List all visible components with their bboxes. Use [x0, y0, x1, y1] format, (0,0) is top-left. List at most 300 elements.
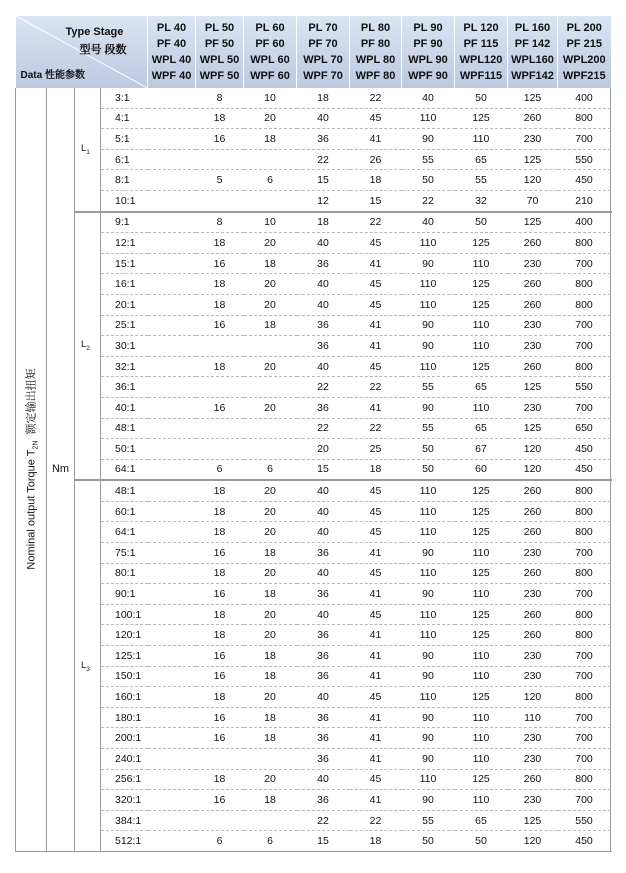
torque-value-cell	[196, 749, 244, 770]
torque-value-cell: 90	[402, 728, 455, 749]
ratio-cell: 150:1	[101, 666, 196, 687]
torque-value-cell: 15	[297, 459, 350, 480]
quantity-label-cell	[16, 88, 47, 851]
torque-value-cell: 18	[244, 584, 297, 605]
model-name: PL 60	[255, 22, 285, 34]
torque-value-cell: 700	[558, 129, 611, 150]
model-name: WPL 70	[303, 54, 343, 66]
torque-value-cell: 18	[244, 728, 297, 749]
ratio-cell: 90:1	[101, 584, 196, 605]
torque-value-cell: 700	[558, 253, 611, 274]
model-name: PF 70	[308, 38, 338, 50]
model-header-6	[455, 16, 508, 88]
torque-value-cell: 16	[196, 666, 244, 687]
torque-value-cell: 110	[455, 253, 508, 274]
torque-value-cell: 260	[508, 563, 558, 584]
torque-value-cell: 110	[455, 707, 508, 728]
torque-value-cell: 110	[455, 397, 508, 418]
torque-value-cell: 40	[297, 233, 350, 254]
table-row	[16, 212, 611, 233]
torque-value-cell: 45	[350, 356, 402, 377]
torque-value-cell: 90	[402, 749, 455, 770]
torque-value-cell: 800	[558, 108, 611, 129]
header-row	[16, 16, 611, 88]
torque-value-cell: 41	[350, 749, 402, 770]
torque-value-cell: 41	[350, 253, 402, 274]
torque-value-cell: 800	[558, 233, 611, 254]
torque-value-cell: 41	[350, 336, 402, 357]
torque-value-cell: 41	[350, 625, 402, 646]
table-row	[16, 625, 611, 646]
ratio-cell: 64:1	[101, 459, 196, 480]
torque-value-cell: 18	[196, 687, 244, 708]
torque-value-cell: 700	[558, 336, 611, 357]
torque-value-cell: 40	[402, 88, 455, 108]
torque-value-cell: 22	[297, 377, 350, 398]
ratio-cell: 32:1	[101, 356, 196, 377]
table-row	[16, 687, 611, 708]
torque-value-cell: 20	[297, 439, 350, 460]
torque-value-cell: 260	[508, 625, 558, 646]
torque-value-cell: 110	[455, 336, 508, 357]
torque-value-cell: 800	[558, 604, 611, 625]
torque-value-cell: 90	[402, 315, 455, 336]
model-name: WPF142	[511, 70, 554, 82]
torque-value-cell: 550	[558, 377, 611, 398]
table-row	[16, 439, 611, 460]
model-name: WPF 60	[250, 70, 290, 82]
torque-value-cell: 41	[350, 315, 402, 336]
table-row	[16, 129, 611, 150]
torque-value-cell: 450	[558, 170, 611, 191]
table-row	[16, 397, 611, 418]
torque-value-cell: 20	[244, 397, 297, 418]
torque-value-cell: 700	[558, 584, 611, 605]
model-name: WPF 70	[303, 70, 343, 82]
table-row	[16, 356, 611, 377]
table-row	[16, 522, 611, 543]
torque-value-cell: 45	[350, 522, 402, 543]
ratio-cell: 512:1	[101, 831, 196, 852]
ratio-cell: 64:1	[101, 522, 196, 543]
table-row	[16, 377, 611, 398]
torque-value-cell: 18	[350, 831, 402, 852]
quantity-cn: 额定输出扭矩	[25, 368, 38, 435]
torque-value-cell: 700	[558, 315, 611, 336]
torque-value-cell: 260	[508, 604, 558, 625]
torque-value-cell: 18	[244, 666, 297, 687]
torque-value-cell: 110	[402, 294, 455, 315]
torque-value-cell: 230	[508, 728, 558, 749]
torque-value-cell: 90	[402, 666, 455, 687]
torque-value-cell: 50	[455, 88, 508, 108]
torque-value-cell: 15	[297, 170, 350, 191]
torque-value-cell: 16	[196, 397, 244, 418]
table-row	[16, 707, 611, 728]
torque-value-cell: 20	[244, 108, 297, 129]
ratio-cell: 6:1	[101, 149, 196, 170]
type-stage-cn-label: 型号 段数	[79, 44, 127, 56]
torque-value-cell: 36	[297, 749, 350, 770]
torque-value-cell: 120	[508, 687, 558, 708]
model-name: WPL 90	[408, 54, 448, 66]
torque-value-cell: 18	[350, 170, 402, 191]
torque-value-cell	[244, 439, 297, 460]
torque-value-cell: 41	[350, 790, 402, 811]
torque-value-cell: 60	[455, 459, 508, 480]
model-name: PF 60	[255, 38, 285, 50]
ratio-cell: 15:1	[101, 253, 196, 274]
torque-value-cell: 20	[244, 294, 297, 315]
torque-value-cell: 16	[196, 790, 244, 811]
torque-value-cell: 41	[350, 666, 402, 687]
ratio-cell: 25:1	[101, 315, 196, 336]
ratio-cell: 16:1	[101, 274, 196, 295]
torque-value-cell: 16	[196, 129, 244, 150]
torque-value-cell: 41	[350, 728, 402, 749]
table-row	[16, 336, 611, 357]
model-name: WPL200	[562, 54, 606, 66]
torque-value-cell: 110	[402, 108, 455, 129]
torque-value-cell: 36	[297, 584, 350, 605]
torque-value-cell: 70	[508, 190, 558, 211]
torque-value-cell: 125	[455, 563, 508, 584]
model-name: WPF 80	[355, 70, 396, 82]
torque-value-cell: 18	[244, 253, 297, 274]
torque-value-cell: 18	[196, 480, 244, 501]
torque-value-cell: 18	[350, 459, 402, 480]
torque-value-cell: 230	[508, 646, 558, 667]
torque-value-cell: 110	[455, 728, 508, 749]
torque-value-cell: 50	[455, 831, 508, 852]
torque-value-cell: 6	[244, 170, 297, 191]
torque-value-cell: 260	[508, 108, 558, 129]
torque-value-cell: 22	[350, 88, 402, 108]
torque-value-cell: 90	[402, 790, 455, 811]
torque-value-cell: 45	[350, 294, 402, 315]
torque-value-cell: 12	[297, 190, 350, 211]
model-name: PF 115	[463, 38, 499, 50]
torque-value-cell: 800	[558, 294, 611, 315]
model-name: WPL 80	[355, 54, 396, 66]
torque-value-cell: 700	[558, 749, 611, 770]
ratio-cell: 40:1	[101, 397, 196, 418]
torque-value-cell	[244, 418, 297, 439]
ratio-cell: 12:1	[101, 233, 196, 254]
torque-value-cell: 65	[455, 377, 508, 398]
torque-value-cell: 45	[350, 480, 402, 501]
torque-value-cell: 16	[196, 543, 244, 564]
torque-value-cell: 110	[402, 625, 455, 646]
torque-value-cell: 120	[508, 170, 558, 191]
model-header-7	[508, 16, 558, 88]
torque-value-cell: 700	[558, 790, 611, 811]
torque-value-cell: 20	[244, 687, 297, 708]
ratio-cell: 48:1	[101, 418, 196, 439]
torque-value-cell: 16	[196, 253, 244, 274]
ratio-cell: 75:1	[101, 543, 196, 564]
ratio-cell: 120:1	[101, 625, 196, 646]
model-name: WPF 40	[151, 70, 192, 82]
table-row	[16, 563, 611, 584]
torque-value-cell: 800	[558, 274, 611, 295]
torque-table	[15, 16, 611, 852]
torque-value-cell: 40	[402, 212, 455, 233]
ratio-cell: 200:1	[101, 728, 196, 749]
model-header-4	[350, 16, 402, 88]
model-name: WPL120	[459, 54, 503, 66]
torque-value-cell: 450	[558, 831, 611, 852]
torque-value-cell: 230	[508, 790, 558, 811]
torque-value-cell: 800	[558, 769, 611, 790]
stage-letter: L	[81, 659, 87, 671]
torque-value-cell: 210	[558, 190, 611, 211]
stage-letter: L	[81, 339, 87, 351]
torque-value-cell: 650	[558, 418, 611, 439]
torque-value-cell: 22	[350, 212, 402, 233]
ratio-cell: 48:1	[101, 480, 196, 501]
torque-value-cell: 50	[402, 831, 455, 852]
torque-value-cell: 8	[196, 88, 244, 108]
torque-value-cell: 90	[402, 129, 455, 150]
torque-value-cell: 700	[558, 646, 611, 667]
torque-value-cell: 41	[350, 543, 402, 564]
torque-value-cell: 700	[558, 397, 611, 418]
torque-value-cell: 45	[350, 769, 402, 790]
torque-value-cell: 700	[558, 666, 611, 687]
torque-value-cell: 45	[350, 563, 402, 584]
torque-value-cell: 90	[402, 584, 455, 605]
torque-value-cell: 125	[508, 212, 558, 233]
torque-value-cell: 110	[402, 274, 455, 295]
torque-value-cell: 110	[455, 749, 508, 770]
torque-value-cell: 36	[297, 646, 350, 667]
model-header-5	[402, 16, 455, 88]
torque-value-cell: 10	[244, 88, 297, 108]
torque-value-cell: 6	[244, 459, 297, 480]
torque-value-cell: 40	[297, 108, 350, 129]
table-row	[16, 88, 611, 108]
torque-value-cell: 18	[244, 315, 297, 336]
torque-value-cell: 5	[196, 170, 244, 191]
torque-value-cell: 125	[455, 294, 508, 315]
torque-value-cell: 110	[402, 563, 455, 584]
model-name: PL 40	[156, 22, 187, 34]
ratio-cell: 9:1	[101, 212, 196, 233]
table-row	[16, 190, 611, 211]
table-row	[16, 418, 611, 439]
torque-value-cell: 90	[402, 543, 455, 564]
torque-value-cell: 20	[244, 274, 297, 295]
torque-value-cell: 18	[244, 790, 297, 811]
model-name: WPF115	[459, 70, 503, 82]
model-name: WPF 50	[199, 70, 240, 82]
model-name: PL 120	[463, 22, 499, 34]
torque-value-cell: 67	[455, 439, 508, 460]
model-name: PF 50	[204, 38, 235, 50]
torque-value-cell: 260	[508, 480, 558, 501]
torque-value-cell: 18	[196, 108, 244, 129]
torque-value-cell: 6	[196, 831, 244, 852]
torque-value-cell: 260	[508, 769, 558, 790]
torque-value-cell: 20	[244, 604, 297, 625]
ratio-cell: 20:1	[101, 294, 196, 315]
torque-value-cell: 18	[196, 604, 244, 625]
ratio-cell: 8:1	[101, 170, 196, 191]
torque-value-cell: 260	[508, 522, 558, 543]
torque-value-cell	[196, 810, 244, 831]
torque-value-cell: 110	[508, 707, 558, 728]
torque-value-cell: 40	[297, 604, 350, 625]
model-name: WPF215	[562, 70, 606, 82]
torque-value-cell: 20	[244, 480, 297, 501]
torque-value-cell: 18	[196, 233, 244, 254]
torque-value-cell	[196, 377, 244, 398]
torque-value-cell: 230	[508, 749, 558, 770]
quantity-label	[22, 369, 39, 570]
torque-value-cell: 125	[455, 233, 508, 254]
torque-value-cell: 55	[402, 149, 455, 170]
table-row	[16, 253, 611, 274]
model-name: PF 90	[413, 38, 443, 50]
torque-value-cell: 18	[196, 501, 244, 522]
ratio-cell: 256:1	[101, 769, 196, 790]
torque-value-cell: 40	[297, 687, 350, 708]
torque-value-cell: 18	[244, 543, 297, 564]
torque-value-cell: 16	[196, 315, 244, 336]
torque-value-cell: 800	[558, 563, 611, 584]
ratio-cell: 5:1	[101, 129, 196, 150]
torque-value-cell: 18	[196, 274, 244, 295]
torque-value-cell: 40	[297, 522, 350, 543]
torque-value-cell: 55	[402, 418, 455, 439]
torque-value-cell: 260	[508, 274, 558, 295]
torque-value-cell: 110	[402, 480, 455, 501]
torque-value-cell: 125	[455, 356, 508, 377]
model-header-0	[148, 16, 196, 88]
table-row	[16, 646, 611, 667]
torque-value-cell: 20	[244, 233, 297, 254]
torque-value-cell: 125	[455, 480, 508, 501]
ratio-cell: 50:1	[101, 439, 196, 460]
model-header-3	[297, 16, 350, 88]
torque-value-cell: 110	[455, 315, 508, 336]
torque-value-cell: 800	[558, 625, 611, 646]
torque-value-cell: 15	[350, 190, 402, 211]
stage-letter: L	[81, 142, 87, 154]
torque-value-cell: 260	[508, 294, 558, 315]
torque-value-cell: 125	[455, 687, 508, 708]
torque-value-cell: 400	[558, 88, 611, 108]
table-row	[16, 666, 611, 687]
ratio-cell: 80:1	[101, 563, 196, 584]
torque-value-cell: 800	[558, 480, 611, 501]
table-row	[16, 501, 611, 522]
torque-value-cell: 25	[350, 439, 402, 460]
torque-value-cell: 36	[297, 336, 350, 357]
torque-value-cell: 32	[455, 190, 508, 211]
model-name: PL 200	[566, 22, 602, 34]
stage-label-0	[75, 88, 101, 212]
torque-value-cell: 230	[508, 336, 558, 357]
torque-value-cell: 550	[558, 149, 611, 170]
torque-value-cell: 110	[402, 687, 455, 708]
torque-value-cell: 18	[196, 625, 244, 646]
torque-value-cell: 40	[297, 501, 350, 522]
torque-value-cell: 41	[350, 129, 402, 150]
torque-value-cell: 36	[297, 666, 350, 687]
ratio-cell: 320:1	[101, 790, 196, 811]
torque-value-cell: 110	[455, 646, 508, 667]
torque-value-cell: 45	[350, 233, 402, 254]
torque-value-cell: 22	[297, 418, 350, 439]
torque-value-cell	[244, 810, 297, 831]
torque-value-cell: 55	[402, 377, 455, 398]
torque-value-cell: 65	[455, 418, 508, 439]
torque-spec-sheet	[15, 16, 611, 852]
table-row	[16, 584, 611, 605]
torque-value-cell: 90	[402, 397, 455, 418]
ratio-cell: 3:1	[101, 88, 196, 108]
torque-value-cell: 120	[508, 831, 558, 852]
torque-value-cell: 20	[244, 625, 297, 646]
stage-number: 3	[86, 665, 90, 673]
torque-value-cell: 40	[297, 294, 350, 315]
stage-number: 1	[86, 148, 90, 156]
torque-value-cell: 6	[196, 459, 244, 480]
torque-value-cell: 125	[455, 522, 508, 543]
torque-value-cell: 90	[402, 646, 455, 667]
torque-value-cell: 125	[455, 108, 508, 129]
torque-value-cell: 110	[402, 233, 455, 254]
torque-value-cell	[244, 749, 297, 770]
quantity-sub: 2N	[32, 441, 40, 450]
model-header-2	[244, 16, 297, 88]
model-name: WPL160	[511, 54, 554, 66]
torque-value-cell: 65	[455, 149, 508, 170]
model-name: PF 40	[156, 38, 187, 50]
type-stage-label: Type Stage	[65, 26, 124, 38]
torque-value-cell: 22	[402, 190, 455, 211]
model-name: WPL 40	[151, 54, 192, 66]
ratio-cell: 125:1	[101, 646, 196, 667]
ratio-cell: 30:1	[101, 336, 196, 357]
table-row	[16, 459, 611, 480]
torque-value-cell: 125	[508, 149, 558, 170]
table-row	[16, 274, 611, 295]
torque-value-cell: 22	[350, 810, 402, 831]
torque-value-cell: 41	[350, 646, 402, 667]
table-row	[16, 604, 611, 625]
torque-value-cell: 125	[455, 625, 508, 646]
torque-value-cell: 90	[402, 707, 455, 728]
data-en: Data	[20, 70, 43, 81]
torque-value-cell: 230	[508, 129, 558, 150]
torque-value-cell: 260	[508, 501, 558, 522]
torque-value-cell: 50	[402, 170, 455, 191]
model-name: PL 160	[514, 22, 551, 34]
torque-value-cell: 22	[297, 810, 350, 831]
torque-value-cell	[196, 336, 244, 357]
torque-value-cell	[196, 439, 244, 460]
torque-value-cell: 110	[455, 129, 508, 150]
torque-value-cell: 45	[350, 687, 402, 708]
torque-value-cell	[244, 149, 297, 170]
data-cn: 性能参数	[44, 70, 85, 81]
model-name: PL 80	[360, 22, 391, 34]
model-name: PF 142	[514, 38, 551, 50]
model-header-8	[558, 16, 611, 88]
